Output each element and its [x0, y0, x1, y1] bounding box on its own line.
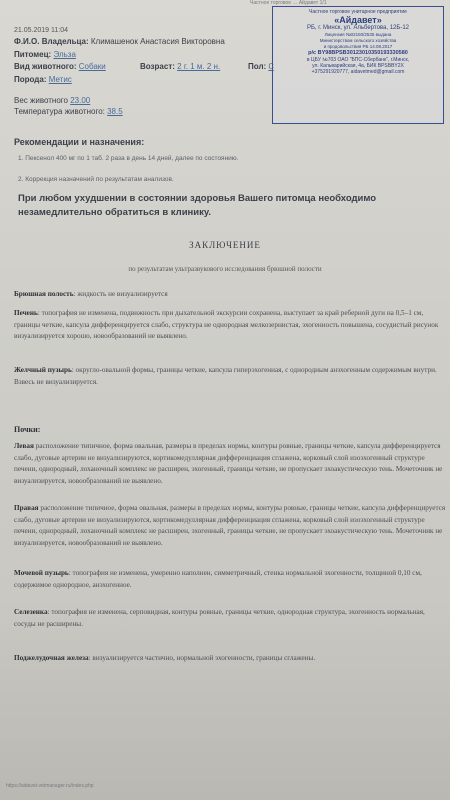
section-text: : округло-овальной формы, границы четкие, капсула гиперэхогенная, с однородным анэхогенным содержимым внутри. Взвесь не визуализируется.	[14, 366, 437, 386]
section-pancreas	[14, 653, 446, 665]
section-right-kidney	[14, 503, 446, 549]
weight-row	[14, 96, 90, 105]
recommendation-item: 1. Пексенол 400 мг по 1 таб. 2 раза в день 14 дней, далее по состоянию.	[18, 155, 239, 162]
section-heading: Печень	[14, 309, 38, 317]
pet-row	[14, 50, 76, 59]
breed-row	[14, 75, 72, 84]
temperature-label: Температура животного:	[14, 107, 105, 116]
pet-value: Эльза	[53, 50, 76, 59]
stamp-bank: в ЦБУ №703 ОАО "БПС-Сбербанк", г.Минск,	[306, 57, 410, 63]
species-value: Собаки	[78, 62, 106, 71]
section-text: расположение типичное, форма овальная, размеры в пределах нормы, контуры ровные, границы четкие, капсула дифференцируется слабо, дуговые артерии не визуализируются, кортикомедуллярная дифференциация сглажена, корковый слой изоэхогенный структуре печени, однородный, лоханочный комплекс не расширен, эхогенный, границы четкие, не пропускает эхоакустическую тень. Мочеточник не визуализируется, новообразований не выявлено.	[14, 504, 446, 547]
stamp-account: р/с BY98BPSB30123010350193330580	[308, 50, 408, 56]
recommendation-item: 2. Коррекция назначений по результатам анализов.	[18, 176, 174, 183]
sex-label: Пол:	[248, 62, 267, 71]
stamp-ministry-date: и продовольствия РБ 14.08.2017	[323, 44, 393, 49]
recommendations-title: Рекомендации и назначения:	[14, 137, 145, 147]
stamp-contacts: +375291920777, aidavetmed@gmail.com	[311, 69, 405, 75]
stamp-bank-address: ул. Кальварийская, 4а, БИК BPSBBY2X	[312, 63, 404, 69]
section-heading: Левая	[14, 442, 34, 450]
stamp-company-type: Частное торговое унитарное предприятие	[309, 9, 407, 15]
temperature-value: 38.5	[107, 107, 123, 116]
kidneys-heading: Почки:	[14, 425, 41, 434]
stamp-clinic-name: «Айдавет»	[334, 15, 382, 25]
age-value: 2 г. 1 м. 2 н.	[177, 62, 221, 71]
stamp-license: Лицензия №02150/2535 выдана	[324, 32, 392, 37]
species-row	[14, 62, 106, 71]
owner-label: Ф.И.О. Владельца:	[14, 37, 89, 46]
age-label: Возраст:	[140, 62, 175, 71]
section-text: : визуализируется частично, нормальной эхогенности, границы сглажены.	[88, 654, 316, 662]
sex-row	[248, 62, 274, 71]
conclusion-title: ЗАКЛЮЧЕНИЕ	[189, 240, 261, 250]
footer-url: https://aidavet.vetmanager.ru/index.php	[6, 783, 94, 789]
section-text: : топография не изменена, подвижность при дыхательной экскурсии сохранена, выступает за край реберной дуги на 0,5–1 см, границы четкие, капсула дифференцируется слабо, структура не однородная мелкозернистая, эхогенность повышена, сосудистый рисунок визуализируется хорошо, новообразований не выявлено.	[14, 309, 439, 340]
weight-label: Вес животного	[14, 96, 68, 105]
section-heading: Мочевой пузырь	[14, 569, 69, 577]
section-heading: Поджелудочная железа	[14, 654, 89, 662]
section-gallbladder	[14, 365, 446, 388]
owner-row	[14, 37, 225, 46]
age-row	[140, 62, 220, 71]
conclusion-subtitle: по результатам ультразвукового исследования брюшной полости	[128, 265, 322, 273]
weight-value: 23.00	[70, 96, 91, 105]
sex-value: С	[268, 62, 275, 71]
print-datetime: 21.05.2019 11:04	[14, 27, 68, 34]
clinic-stamp	[272, 6, 444, 124]
warning-text: При любом ухудшении в состоянии здоровья Вашего питомца необходимо незамедлительно обратиться в клинику.	[18, 193, 377, 218]
pet-label: Питомец:	[14, 50, 52, 59]
section-spleen	[14, 607, 446, 630]
section-abdomen	[14, 289, 446, 301]
section-text: расположение типичное, форма овальная, размеры в пределах нормы, контуры ровные, границы четкие, капсула дифференцируется слабо, дуговые артерии не визуализируются, кортикомедуллярная дифференциация сглажена, корковый слой изоэхогенный структуре печени, однородный, лоханочный комплекс не расширен, эхогенный, границы четкие, не пропускает эхоакустическую тень. Мочеточник не визуализируется, новообразований не выявлено.	[14, 442, 443, 485]
species-label: Вид животного:	[14, 62, 77, 71]
breed-label: Порода:	[14, 75, 47, 84]
stamp-ministry: Министерством сельского хозяйства	[319, 38, 397, 43]
section-liver	[14, 308, 446, 343]
section-bladder	[14, 568, 446, 591]
section-heading: Желчный пузырь	[14, 366, 72, 374]
owner-value: Климашенок Анастасия Викторовна	[90, 37, 225, 46]
section-text: : топография не изменена, умеренно наполнен, симметричный, стенка нормальной эхогенности, толщиной 0,10 см, содержимое однородное, анэхогенное.	[14, 569, 422, 589]
section-heading: Правая	[14, 504, 39, 512]
section-heading: Брюшная полость	[14, 290, 74, 298]
breed-value: Метис	[48, 75, 72, 84]
stamp-address: РБ, г. Минск, ул. Альбертова, 12Б-12	[306, 25, 410, 31]
section-text: : топография не изменена, серповидная, контуры ровные, границы четкие, однородная структура, эхогенность нормальная, сосуды не расширены.	[14, 608, 425, 628]
print-header-strip: Частное торговое … Айдавет 1/1	[250, 0, 327, 6]
section-heading: Селезенка	[14, 608, 48, 616]
section-text: : жидкость не визуализируется	[73, 290, 168, 298]
section-left-kidney	[14, 441, 446, 487]
temperature-row	[14, 107, 123, 116]
